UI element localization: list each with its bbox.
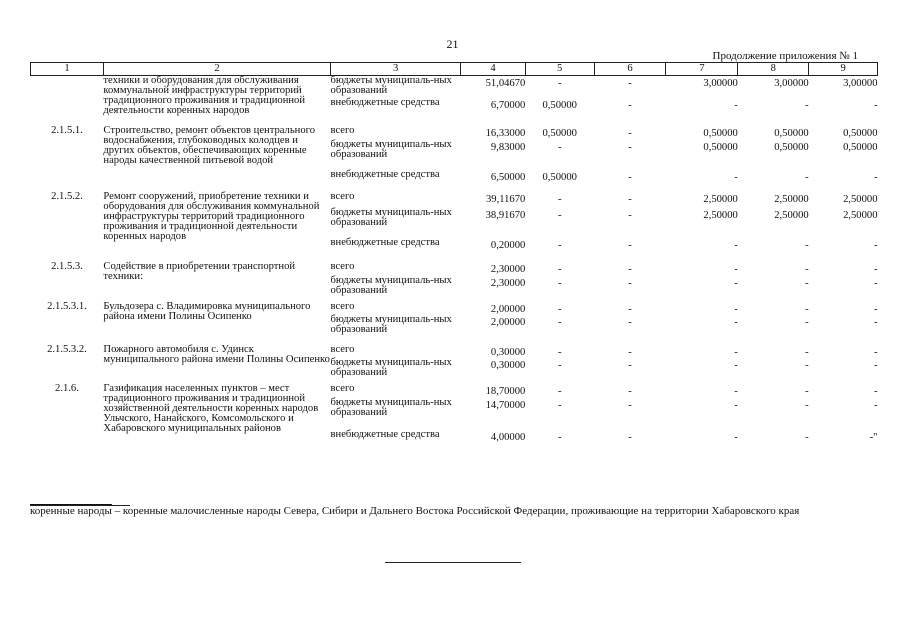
item-name-text: Пожарного автомобиля с. Удинск муниципального района имени Полины Осипенко [103, 344, 330, 365]
item-number: 2.1.5.3.2. [47, 344, 87, 355]
funding-source-text: бюджеты муниципаль-ных образований [330, 139, 452, 160]
value-cell: - [873, 172, 878, 183]
item-name [103, 345, 330, 384]
value-cell: - [628, 432, 632, 443]
footnote [30, 505, 876, 517]
value-cell: - [557, 78, 562, 89]
value-cell: - [628, 317, 632, 328]
value-cell: - [805, 386, 809, 397]
funding-source-text: бюджеты муниципаль-ных образований [330, 397, 452, 418]
value-cell: 4,00000 [490, 432, 526, 443]
value-cell: 0,50000 [774, 142, 809, 153]
funding-source [331, 208, 461, 238]
value-cell: 2,50000 [843, 210, 878, 221]
value-cell: - [734, 264, 738, 275]
value-cell: 0,50000 [703, 128, 738, 139]
funding-source-text: всего [330, 383, 355, 394]
budget-table [30, 62, 878, 466]
value-cell: - [873, 386, 878, 397]
value-cell: - [734, 100, 738, 111]
value-cell: - [557, 278, 562, 289]
value-cell: - [734, 317, 738, 328]
value-cell: 0,50000 [843, 128, 878, 139]
funding-source-text: бюджеты муниципаль-ных образований [330, 207, 452, 228]
value-cell: 16,33000 [485, 128, 526, 139]
value-cell: 0,20000 [490, 240, 526, 251]
funding-source-text: всего [330, 261, 355, 272]
value-cell: 0,30000 [490, 347, 526, 358]
value-cell: 3,00000 [703, 78, 738, 89]
value-cell: 2,00000 [490, 317, 526, 328]
funding-source-text: бюджеты муниципаль-ных образований [330, 75, 452, 96]
value-cell: - [805, 264, 809, 275]
funding-source-text: бюджеты муниципаль-ных образований [330, 314, 452, 335]
funding-source [331, 238, 461, 262]
value-cell: - [628, 172, 632, 183]
item-name [103, 302, 330, 345]
item-number: 2.1.6. [55, 383, 79, 394]
item-name [103, 192, 330, 262]
value-cell: 2,00000 [490, 304, 526, 315]
funding-source [331, 262, 461, 276]
funding-source [331, 126, 461, 140]
value-cell: 6,70000 [490, 100, 526, 111]
value-cell: 2,50000 [703, 210, 738, 221]
value-cell: - [557, 264, 562, 275]
header-cell: 9 [809, 63, 878, 76]
value-cell: 2,30000 [490, 278, 526, 289]
value-cell: 9,83000 [490, 142, 526, 153]
funding-source [331, 430, 461, 466]
value-cell: - [734, 386, 738, 397]
table-row [31, 384, 878, 398]
value-cell: 3,00000 [843, 78, 878, 89]
item-name-text: Газификация населенных пунктов – мест традиционного проживания и традиционной хозяйственной деятельности коренных народов Ульчского, Нанайского, Комсомольского и Хабаровского муниципальных районов [103, 383, 319, 434]
item-number: 2.1.5.2. [51, 191, 83, 202]
value-cell: - [805, 432, 809, 443]
item-name [103, 384, 330, 466]
funding-source-text: внебюджетные средства [330, 169, 440, 180]
value-cell: -" [869, 432, 878, 443]
value-cell: - [734, 400, 738, 411]
item-number: 2.1.5.3.1. [47, 301, 87, 312]
item-number: 2.1.5.3. [51, 261, 83, 272]
value-cell: - [557, 194, 562, 205]
value-cell: 3,00000 [774, 78, 809, 89]
value-cell: - [873, 304, 878, 315]
item-name [103, 76, 330, 127]
value-cell: 0,50000 [703, 142, 738, 153]
funding-source [331, 140, 461, 170]
item-name [103, 262, 330, 302]
value-cell: 39,11670 [485, 194, 526, 205]
value-cell: - [628, 400, 632, 411]
value-cell: - [734, 278, 738, 289]
funding-source-text: внебюджетные средства [330, 429, 440, 440]
value-cell: - [557, 347, 562, 358]
funding-source-text: бюджеты муниципаль-ных образований [330, 357, 452, 378]
funding-source [331, 192, 461, 208]
funding-source-text: внебюджетные средства [330, 97, 440, 108]
value-cell: - [873, 317, 878, 328]
value-cell: 2,50000 [774, 194, 809, 205]
funding-source-text: всего [330, 125, 355, 136]
funding-source-text: всего [330, 344, 355, 355]
value-cell: 0,50000 [542, 128, 577, 139]
value-cell: - [557, 304, 562, 315]
value-cell: - [628, 264, 632, 275]
header-cell: 6 [594, 63, 666, 76]
value-cell: - [628, 194, 632, 205]
funding-source-text: внебюджетные средства [330, 237, 440, 248]
value-cell: - [805, 100, 809, 111]
value-cell: - [628, 360, 632, 371]
value-cell: - [805, 240, 809, 251]
value-cell: - [805, 347, 809, 358]
value-cell: 0,30000 [490, 360, 526, 371]
table-row [31, 192, 878, 208]
funding-source-text: всего [330, 301, 355, 312]
item-name-text: Строительство, ремонт объектов центрального водоснабжения, глубоководных колодцев и других объектов, обеспечивающих коренные народы качественной питьевой водой [103, 125, 316, 166]
value-cell: - [873, 347, 878, 358]
funding-source-text: всего [330, 191, 355, 202]
value-cell: - [873, 240, 878, 251]
value-cell: 0,50000 [542, 172, 577, 183]
value-cell: 0,50000 [774, 128, 809, 139]
table-row [31, 126, 878, 140]
item-number: 2.1.5.1. [51, 125, 83, 136]
item-name-text: Ремонт сооружений, приобретение техники и оборудования для обслуживания коммунальной инфраструктуры территорий традиционного проживания и традиционной деятельности коренных народов [103, 191, 320, 242]
value-cell: - [805, 360, 809, 371]
end-divider [385, 562, 521, 563]
funding-source [331, 398, 461, 430]
value-cell: - [557, 317, 562, 328]
value-cell: 18,70000 [485, 386, 526, 397]
value-cell: 38,91670 [485, 210, 526, 221]
value-cell: 2,50000 [843, 194, 878, 205]
footnote-term: коренные народы [30, 505, 112, 517]
item-name [103, 126, 330, 192]
value-cell: 2,50000 [703, 194, 738, 205]
value-cell: - [628, 347, 632, 358]
value-cell: - [628, 386, 632, 397]
value-cell: - [557, 142, 562, 153]
item-name-text: Содействие в приобретении транспортной техники: [103, 261, 296, 282]
value-cell: - [734, 304, 738, 315]
value-cell: - [805, 317, 809, 328]
footnote-text: – коренные малочисленные народы Севера, Сибири и Дальнего Востока Российской Федерации, проживающие на территории Хабаровского края [111, 505, 800, 517]
value-cell: - [557, 360, 562, 371]
value-cell: - [805, 172, 809, 183]
page-number: 21 [446, 37, 459, 51]
value-cell: 0,50000 [542, 100, 577, 111]
value-cell: - [628, 210, 632, 221]
value-cell: - [734, 347, 738, 358]
value-cell: - [628, 304, 632, 315]
table-row [31, 345, 878, 358]
value-cell: - [557, 240, 562, 251]
item-name-text: Бульдозера с. Владимировка муниципального района имени Полины Осипенко [103, 301, 311, 322]
funding-source [331, 384, 461, 398]
value-cell: - [873, 278, 878, 289]
value-cell: 2,30000 [490, 264, 526, 275]
table-row [31, 302, 878, 315]
value-cell: - [805, 304, 809, 315]
value-cell: - [557, 386, 562, 397]
header-cell: 4 [461, 63, 526, 76]
funding-source [331, 98, 461, 126]
value-cell: - [557, 210, 562, 221]
value-cell: 0,50000 [843, 142, 878, 153]
value-cell: - [628, 240, 632, 251]
value-cell: - [734, 360, 738, 371]
value-cell: - [628, 142, 632, 153]
header-row [31, 63, 878, 76]
value-cell: - [873, 100, 878, 111]
value-cell: - [805, 400, 809, 411]
item-number [31, 76, 104, 127]
value-cell: - [873, 264, 878, 275]
value-cell: - [628, 78, 632, 89]
header-cell: 1 [31, 63, 104, 76]
value-cell: - [628, 100, 632, 111]
table-row [31, 76, 878, 99]
funding-source [331, 170, 461, 192]
header-cell: 2 [103, 63, 330, 76]
value-cell: - [628, 128, 632, 139]
value-cell: 6,50000 [490, 172, 526, 183]
value-cell: 51,04670 [485, 78, 526, 89]
value-cell: 2,50000 [774, 210, 809, 221]
value-cell: - [805, 278, 809, 289]
value-cell: 14,70000 [485, 400, 526, 411]
value-cell: - [873, 400, 878, 411]
item-name-text: техники и оборудования для обслуживания коммунальной инфраструктуры территорий традиционного проживания и традиционной деятельности коренных народов [103, 75, 306, 116]
value-cell: - [628, 278, 632, 289]
value-cell: - [557, 400, 562, 411]
funding-source [331, 276, 461, 302]
funding-source-text: бюджеты муниципаль-ных образований [330, 275, 452, 296]
value-cell: - [734, 432, 738, 443]
header-cell: 8 [738, 63, 809, 76]
header-cell: 7 [666, 63, 738, 76]
value-cell: - [873, 360, 878, 371]
funding-source [331, 315, 461, 345]
value-cell: - [734, 240, 738, 251]
funding-source [331, 76, 461, 99]
continuation-label: Продолжение приложения № 1 [712, 50, 858, 62]
header-cell: 3 [331, 63, 461, 76]
value-cell: - [557, 432, 562, 443]
funding-source [331, 358, 461, 384]
table-body [31, 76, 878, 467]
header-cell: 5 [525, 63, 594, 76]
value-cell: - [734, 172, 738, 183]
table-row [31, 262, 878, 276]
